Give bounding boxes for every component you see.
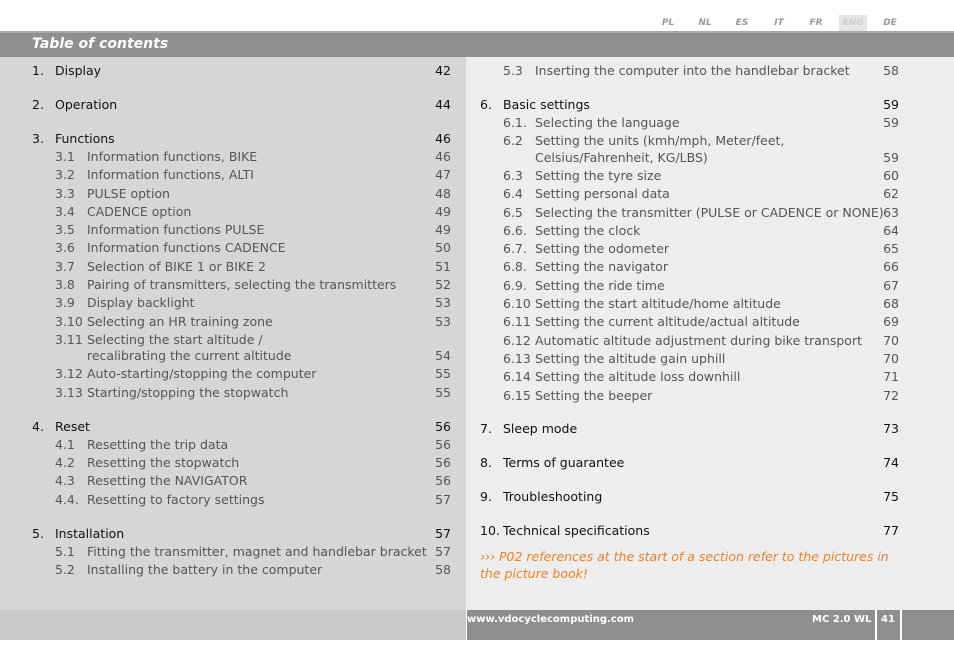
lang-tab-nl[interactable]: NL — [698, 18, 712, 28]
toc-entry-title: Setting the navigator — [535, 259, 668, 275]
toc-entry-title: Selecting the start altitude / — [87, 331, 263, 347]
toc-entry-number: 3.4 — [55, 203, 75, 219]
toc-entry-page: 46 — [435, 148, 451, 164]
toc-entry-page: 56 — [435, 455, 451, 471]
toc-entry-page: 66 — [883, 259, 899, 275]
toc-entry-page: 60 — [883, 167, 899, 183]
toc-entry-page: 42 — [435, 63, 451, 78]
toc-entry-title: CADENCE option — [87, 203, 192, 219]
toc-entry-page: 49 — [435, 222, 451, 238]
toc-entry-number: 8. — [480, 455, 492, 471]
toc-entry-number: 6.1. — [503, 115, 527, 131]
toc-entry-title: Selecting the transmitter (PULSE or CADENCE or NONE) — [535, 204, 884, 220]
toc-entry-title: Automatic altitude adjustment during bike transport — [535, 332, 862, 348]
toc-entry-number: 9. — [480, 488, 492, 504]
toc-entry-number: 2. — [32, 96, 44, 112]
toc-entry-number: 6.14 — [503, 369, 531, 385]
toc-entry-number: 7. — [480, 421, 492, 437]
toc-entry-number: 6.10 — [503, 296, 531, 311]
toc-entry-page: 68 — [883, 296, 899, 311]
toc-entry-page: 46 — [435, 130, 451, 146]
toc-entry-page: 69 — [883, 314, 899, 330]
toc-entry-number: 3.1 — [55, 148, 75, 164]
toc-entry-page: 77 — [883, 522, 899, 538]
toc-entry-page: 70 — [883, 350, 899, 366]
toc-entry-title: Information functions, BIKE — [87, 148, 258, 164]
toc-entry-title: Setting the units (kmh/mph, Meter/feet, — [535, 133, 785, 149]
toc-entry-page: 72 — [883, 387, 899, 403]
toc-entry-page: 74 — [883, 455, 899, 471]
toc-entry-title: Sleep mode — [503, 421, 578, 437]
toc-entry-page: 53 — [435, 313, 451, 329]
toc-entry-number: 6.5 — [503, 204, 523, 220]
toc-entry-number: 3.13 — [55, 384, 83, 400]
toc-entry-title: Starting/stopping the stopwatch — [87, 384, 289, 400]
toc-entry-title: Display — [55, 63, 102, 78]
toc-entry-title: Setting the start altitude/home altitude — [535, 296, 781, 311]
toc-entry-title: Auto-starting/stopping the computer — [87, 366, 317, 382]
toc-entry-title: Installing the battery in the computer — [87, 562, 323, 578]
toc-entry-number: 6.11 — [503, 314, 531, 330]
lang-tab-pl[interactable]: PL — [661, 18, 675, 28]
toc-entry-number: 6.12 — [503, 332, 531, 348]
toc-entry-title: Setting the odometer — [535, 241, 670, 257]
toc-entry-title: Technical specifications — [503, 522, 650, 538]
title-bar — [0, 33, 954, 57]
toc-entry-title: Inserting the computer into the handlebar bracket — [535, 63, 850, 78]
toc-entry-title: Selection of BIKE 1 or BIKE 2 — [87, 258, 266, 274]
picture-book-note: ››› P02 references at the start of a section refer to the pictures in the picture book! — [480, 549, 889, 581]
toc-entry-page: 63 — [883, 204, 899, 220]
toc-entry-number: 4.3 — [55, 473, 75, 489]
footer — [0, 610, 954, 645]
toc-entry-title: Resetting the stopwatch — [87, 455, 240, 471]
toc-entry-title: Setting the altitude gain uphill — [535, 350, 726, 366]
toc-entry-title: Setting the current altitude/actual altitude — [535, 314, 800, 330]
footer-segment — [0, 610, 466, 640]
toc-entry-page: 55 — [435, 366, 451, 382]
toc-entry-page: 57 — [435, 491, 451, 507]
toc-entry-title-continued: Celsius/Fahrenheit, KG/LBS) — [535, 149, 708, 165]
toc-entry-title: Fitting the transmitter, magnet and handlebar bracket — [87, 543, 427, 559]
toc-entry-number: 3. — [32, 130, 44, 146]
toc-entry-title: Setting the clock — [535, 222, 641, 238]
toc-entry-title: Resetting to factory settings — [87, 491, 265, 507]
toc-entry-number: 5.3 — [503, 63, 523, 78]
toc-entry-page: 51 — [435, 258, 451, 274]
toc-entry-number: 10. — [480, 522, 500, 538]
toc-entry-title: Information functions, ALTI — [87, 167, 254, 183]
toc-entry-title: Resetting the trip data — [87, 436, 229, 452]
toc-entry-number: 3.3 — [55, 185, 75, 201]
toc-entry-title-continued: recalibrating the current altitude — [87, 348, 292, 364]
toc-entry-page: 67 — [883, 277, 899, 293]
toc-entry-number: 3.5 — [55, 222, 75, 238]
toc-entry-page: 56 — [435, 473, 451, 489]
lang-tab-it[interactable]: IT — [774, 18, 784, 28]
toc-entry-title: Information functions PULSE — [87, 222, 265, 238]
toc-entry-page: 49 — [435, 203, 451, 219]
footer-page-number: 41 — [881, 614, 895, 625]
toc-entry-page: 58 — [883, 63, 899, 78]
lang-tab-es[interactable]: ES — [735, 18, 749, 28]
toc-entry-page: 57 — [435, 543, 451, 559]
toc-entry-title: Reset — [55, 418, 90, 434]
toc-entry-page: 58 — [435, 562, 451, 578]
toc-entry-number: 3.10 — [55, 313, 83, 329]
toc-entry-page: 48 — [435, 185, 451, 201]
toc-entry-number: 5.2 — [55, 562, 75, 578]
toc-entry-page: 65 — [883, 241, 899, 257]
toc-entry-number: 3.2 — [55, 167, 75, 183]
lang-tab-de[interactable]: DE — [883, 18, 897, 28]
toc-entry-title: Setting the altitude loss downhill — [535, 369, 741, 385]
toc-entry-number: 6.6. — [503, 222, 527, 238]
toc-entry-number: 4. — [32, 418, 44, 434]
toc-entry-page: 50 — [435, 240, 451, 256]
toc-entry-number: 3.7 — [55, 258, 75, 274]
toc-entry-number: 4.2 — [55, 455, 75, 471]
footer-model: MC 2.0 WL — [812, 614, 872, 625]
toc-entry-title: Setting personal data — [535, 186, 670, 202]
toc-entry-page: 62 — [883, 186, 899, 202]
toc-entry-number: 3.11 — [55, 331, 83, 347]
toc-entry-title: Information functions CADENCE — [87, 240, 286, 256]
footer-segment — [902, 610, 954, 640]
toc-entry-number: 3.8 — [55, 277, 75, 292]
toc-entry-page: 59 — [883, 96, 899, 112]
toc-entry-page: 56 — [435, 436, 451, 452]
toc-entry-title: Pairing of transmitters, selecting the transmitters — [87, 277, 397, 292]
toc-entry-number: 6.9. — [503, 277, 527, 293]
toc-entry-number: 6. — [480, 96, 492, 112]
toc-entry-number: 6.4 — [503, 186, 523, 202]
toc-entry-page: 75 — [883, 488, 899, 504]
toc-entry-page: 55 — [435, 384, 451, 400]
toc-entry-page: 59 — [883, 115, 899, 131]
toc-entry-page: 52 — [435, 277, 451, 292]
toc-entry-number: 4.4. — [55, 491, 79, 507]
toc-entry-title: PULSE option — [87, 185, 170, 201]
lang-tab-eng[interactable]: ENG — [839, 15, 867, 31]
footer-url[interactable]: www.vdocyclecomputing.com — [467, 614, 635, 625]
toc-entry-page: 64 — [883, 222, 899, 238]
toc-entry-page: 54 — [435, 348, 451, 364]
page-title: Table of contents — [32, 36, 169, 52]
toc-entry-page: 47 — [435, 167, 451, 183]
toc-entry-title: Basic settings — [503, 96, 590, 112]
toc-entry-page: 59 — [883, 149, 899, 165]
toc-entry-title: Setting the ride time — [535, 277, 665, 293]
toc-entry-title: Resetting the NAVIGATOR — [87, 473, 248, 489]
toc-entry-number: 3.9 — [55, 295, 75, 311]
toc-entry-title: Display backlight — [87, 295, 195, 311]
toc-entry-number: 6.7. — [503, 241, 527, 257]
toc-entry-title: Functions — [55, 130, 115, 146]
toc-entry-page: 57 — [435, 525, 451, 541]
toc-entry-page: 53 — [435, 295, 451, 311]
toc-entry-title: Terms of guarantee — [503, 455, 625, 471]
toc-entry-title: Operation — [55, 96, 118, 112]
toc-entry-number: 3.12 — [55, 366, 83, 382]
toc-entry-number: 3.6 — [55, 240, 75, 256]
toc-entry-number: 6.15 — [503, 387, 531, 403]
toc-entry-number: 6.3 — [503, 167, 523, 183]
toc-entry-page: 44 — [435, 96, 451, 112]
toc-entry-title: Troubleshooting — [503, 488, 603, 504]
toc-entry-number: 6.2 — [503, 133, 523, 149]
toc-entry-title: Installation — [55, 525, 125, 541]
toc-entry-number: 4.1 — [55, 436, 75, 452]
toc-entry-page: 73 — [883, 421, 899, 437]
toc-entry-number: 6.13 — [503, 350, 531, 366]
toc-entry-page: 56 — [435, 418, 451, 434]
toc-entry-number: 5. — [32, 525, 44, 541]
toc-entry-number: 5.1 — [55, 543, 75, 559]
toc-entry-title: Selecting the language — [535, 115, 680, 131]
toc-entry-title: Setting the tyre size — [535, 167, 662, 183]
toc-entry-page: 71 — [883, 369, 899, 385]
language-bar — [0, 0, 954, 31]
toc-entry-number: 1. — [32, 63, 44, 78]
toc-entry-title: Setting the beeper — [535, 387, 653, 403]
toc-entry-title: Selecting an HR training zone — [87, 313, 273, 329]
toc-entry-page: 70 — [883, 332, 899, 348]
toc-entry-number: 6.8. — [503, 259, 527, 275]
lang-tab-fr[interactable]: FR — [809, 18, 823, 28]
